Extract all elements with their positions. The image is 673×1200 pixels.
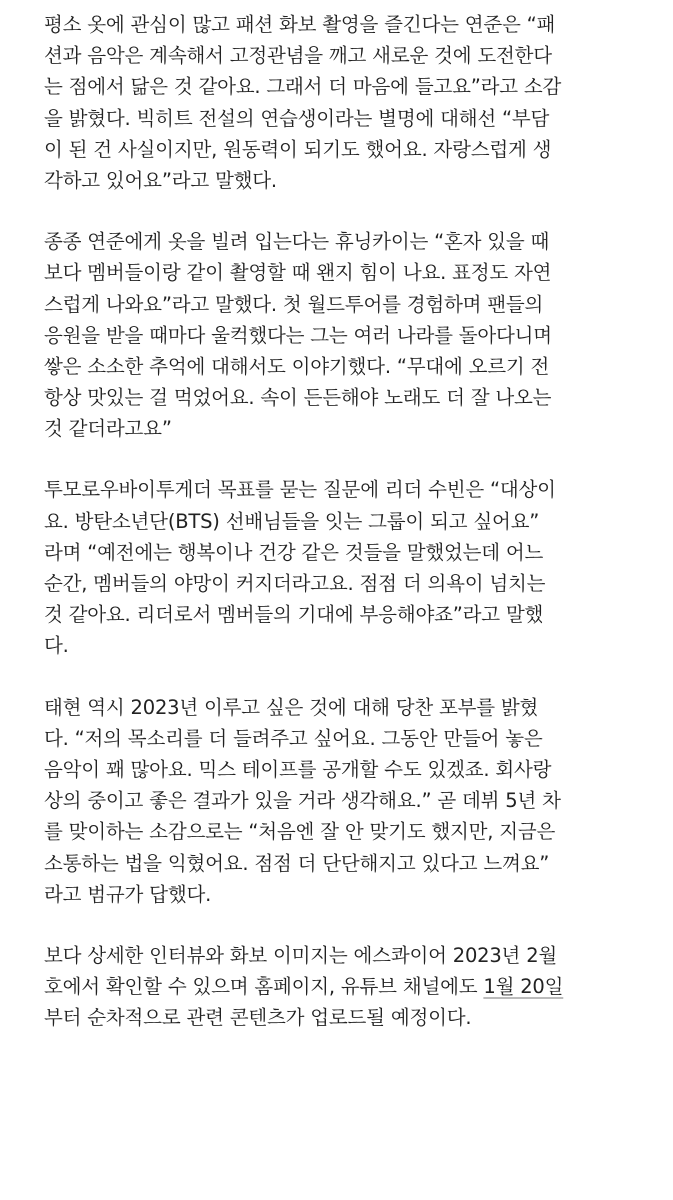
text-line: 것 같더라고요” xyxy=(44,417,172,441)
text-line: 는 점에서 닮은 것 같아요. 그래서 더 마음에 들고요”라고 소감 xyxy=(44,75,562,99)
text-line: 부터 순차적으로 관련 콘텐츠가 업로드될 예정이다. xyxy=(44,1006,472,1030)
text-line: 다. xyxy=(44,634,69,658)
text-line: 라고 범규가 답했다. xyxy=(44,882,212,906)
paragraph-soobin xyxy=(44,474,649,661)
paragraph-hueningkai xyxy=(44,226,649,444)
text-line: 보다 멤버들이랑 같이 촬영할 때 왠지 힘이 나요. 표정도 자연 xyxy=(44,261,552,285)
text-line: 음악이 꽤 많아요. 믹스 테이프를 공개할 수도 있겠죠. 회사랑 xyxy=(44,757,552,781)
text-line: 이 된 건 사실이지만, 원동력이 되기도 했어요. 자랑스럽게 생 xyxy=(44,137,552,161)
text-line: 각하고 있어요”라고 말했다. xyxy=(44,168,277,192)
text-line: 를 맞이하는 소감으로는 “처음엔 잘 안 맞기도 했지만, 지금은 xyxy=(44,820,556,844)
text-line: 라며 “예전에는 행복이나 건강 같은 것들을 말했었는데 어느 xyxy=(44,540,544,564)
paragraph-yeonjun xyxy=(44,9,649,196)
text-line: 투모로우바이투게더 목표를 묻는 질문에 리더 수빈은 “대상이 xyxy=(44,478,556,502)
text-segment: 호에서 확인할 수 있으며 홈페이지, 유튜브 채널에도 xyxy=(44,975,484,999)
text-line: 스럽게 나와요”라고 말했다. 첫 월드투어를 경험하며 팬들의 xyxy=(44,292,544,316)
paragraph-closing xyxy=(44,940,649,1034)
text-line: 을 밝혔다. 빅히트 전설의 연습생이라는 별명에 대해선 “부담 xyxy=(44,106,550,130)
text-line: 소통하는 법을 익혔어요. 점점 더 단단해지고 있다고 느껴요” xyxy=(44,851,550,875)
text-line xyxy=(44,971,649,1002)
text-line: 다. “저의 목소리를 더 들려주고 싶어요. 그동안 만들어 놓은 xyxy=(44,726,543,750)
paragraph-taehyun-beomgyu xyxy=(44,692,649,910)
text-line: 종종 연준에게 옷을 빌려 입는다는 휴닝카이는 “혼자 있을 때 xyxy=(44,230,550,254)
text-line: 쌓은 소소한 추억에 대해서도 이야기했다. “무대에 오르기 전 xyxy=(44,354,550,378)
text-line: 항상 맛있는 걸 먹었어요. 속이 든든해야 노래도 더 잘 나오는 xyxy=(44,386,552,410)
text-line: 보다 상세한 인터뷰와 화보 이미지는 에스콰이어 2023년 2월 xyxy=(44,943,558,967)
text-line: 태현 역시 2023년 이루고 싶은 것에 대해 당찬 포부를 밝혔 xyxy=(44,695,539,719)
text-line: 요. 방탄소년단(BTS) 선배님들을 잇는 그룹이 되고 싶어요” xyxy=(44,509,540,533)
release-date-link[interactable]: 1월 20일 xyxy=(483,975,564,999)
text-line: 순간, 멤버들의 야망이 커지더라고요. 점점 더 의욕이 넘치는 xyxy=(44,572,546,595)
text-line: 션과 음악은 계속해서 고정관념을 깨고 새로운 것에 도전한다 xyxy=(44,44,552,68)
text-line: 것 같아요. 리더로서 멤버들의 기대에 부응해야죠”라고 말했 xyxy=(44,603,544,627)
text-line: 평소 옷에 관심이 많고 패션 화보 촬영을 즐긴다는 연준은 “패 xyxy=(44,13,556,36)
text-line: 상의 중이고 좋은 결과가 있을 거라 생각해요.” 곧 데뷔 5년 차 xyxy=(44,789,561,813)
text-line: 응원을 받을 때마다 울컥했다는 그는 여러 나라를 돌아다니며 xyxy=(44,323,552,347)
